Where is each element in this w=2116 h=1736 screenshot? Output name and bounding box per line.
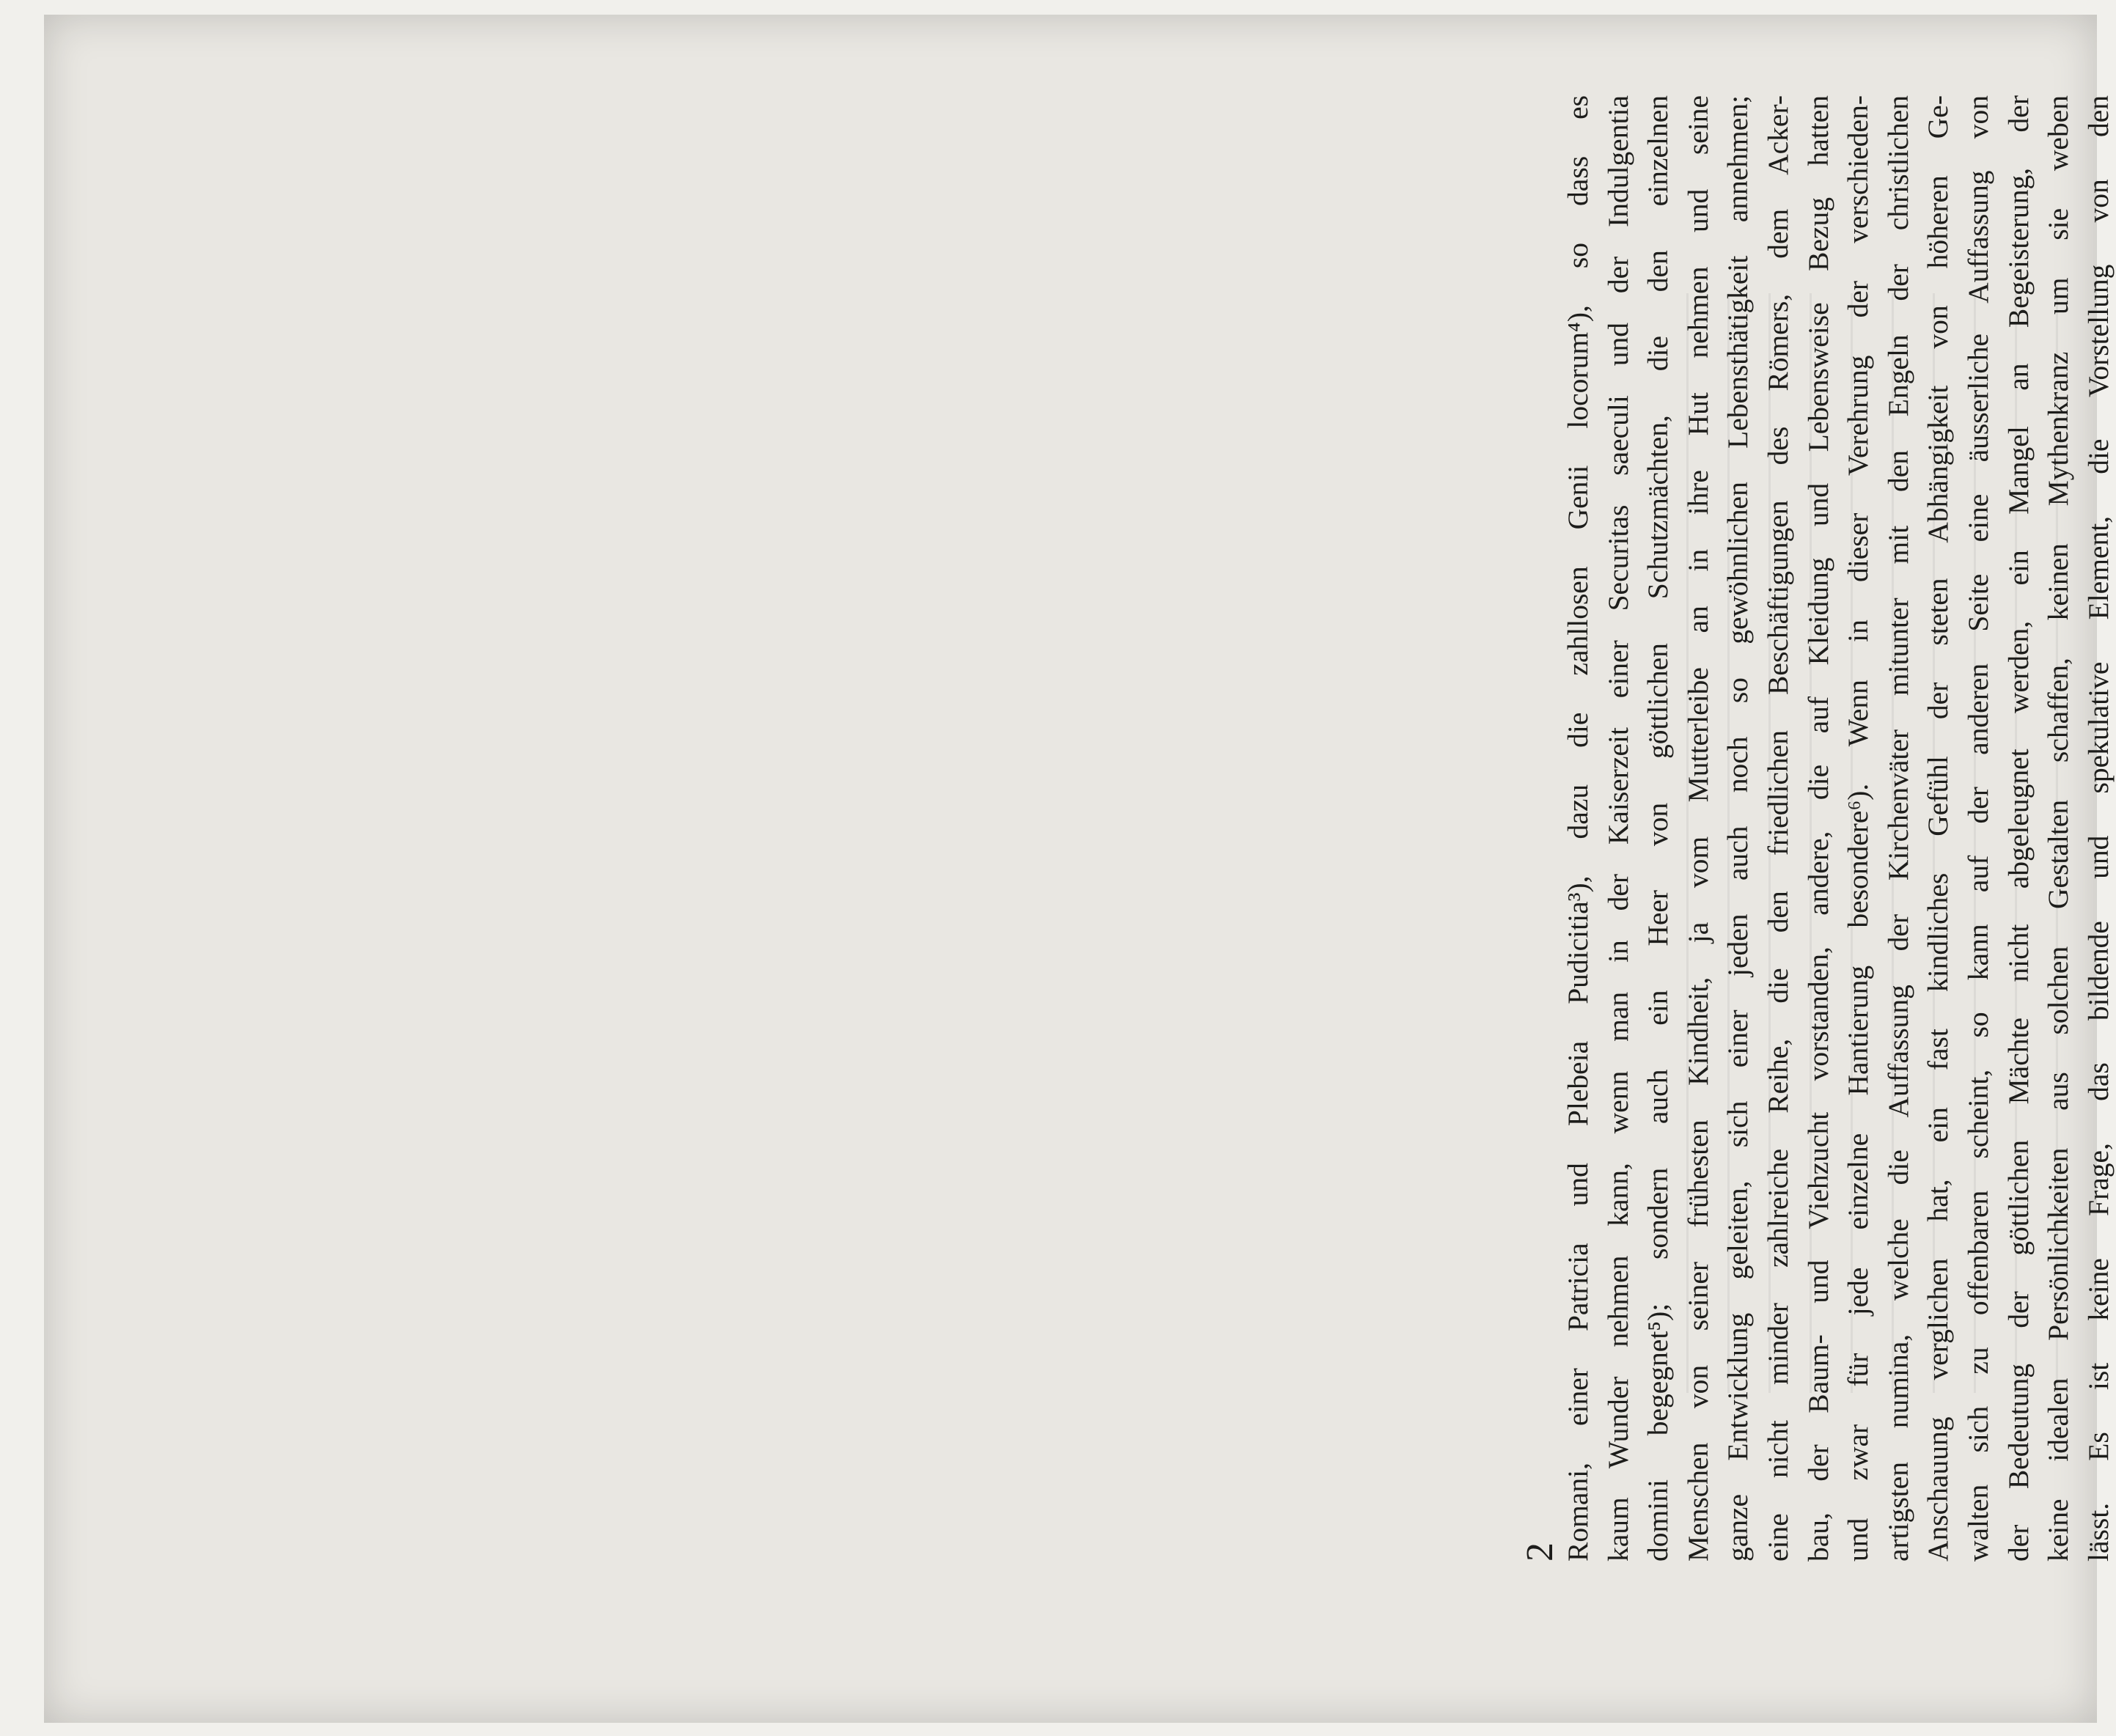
body-text-line: artigsten numina, welche die Auffassung der Kirchenväter mitunter mit den Engeln der christlichen [1881, 95, 1914, 1562]
body-text-line: und zwar für jede einzelne Hantierung besondere⁶). Wenn in dieser Verehrung der verschieden- [1842, 95, 1875, 1562]
body-text-line: Anschauung verglichen hat, ein fast kindliches Gefühl der steten Abhängigkeit von höheren Ge- [1922, 95, 1955, 1562]
body-text-line: domini begegnet⁵); sondern auch ein Heer von göttlichen Schutzmächten, die den einzelnen [1642, 95, 1675, 1562]
body-text-line: der Bedeutung der göttlichen Mächte nicht abgeleugnet werden, ein Mangel an Begeisterung, der [2002, 95, 2035, 1562]
main-body-text [1558, 95, 2116, 1562]
body-text-line: kaum Wunder nehmen kann, wenn man in der Kaiserzeit einer Securitas saeculi und der Indulgentia [1601, 95, 1634, 1562]
body-text-line: Menschen von seiner frühesten Kindheit, ja vom Mutterleibe an in ihre Hut nehmen und seine [1681, 95, 1714, 1562]
body-text-line: walten sich zu offenbaren scheint, so kann auf der anderen Seite eine äusserliche Auffassung von [1961, 95, 1994, 1562]
body-text-line: Romani, einer Patricia und Plebeia Pudicitia³), dazu die zahllosen Genii locorum⁴), so dass es [1562, 95, 1594, 1562]
body-text-line: eine nicht minder zahlreiche Reihe, die den friedlichen Beschäftigungen des Römers, dem Acker- [1761, 95, 1794, 1562]
body-text-line: ganze Entwicklung geleiten, sich einer jeden auch noch so gewöhnlichen Lebensthätigkeit annehmen; [1722, 95, 1755, 1562]
body-text-line: lässt. Es ist keine Frage, das bildende und spekulative Element, die Vorstellung von den [2082, 95, 2115, 1562]
body-text-line: bau, der Baum- und Viehzucht vorstanden, andere, die auf Kleidung und Lebensweise Bezug hatten [1801, 95, 1834, 1562]
rotated-page-content [1521, 95, 2116, 1562]
page-number: 2 [1519, 1542, 1561, 1562]
body-text-line: keine idealen Persönlichkeiten aus solchen Gestalten schaffen, keinen Mythenkranz um sie weben [2042, 95, 2075, 1562]
